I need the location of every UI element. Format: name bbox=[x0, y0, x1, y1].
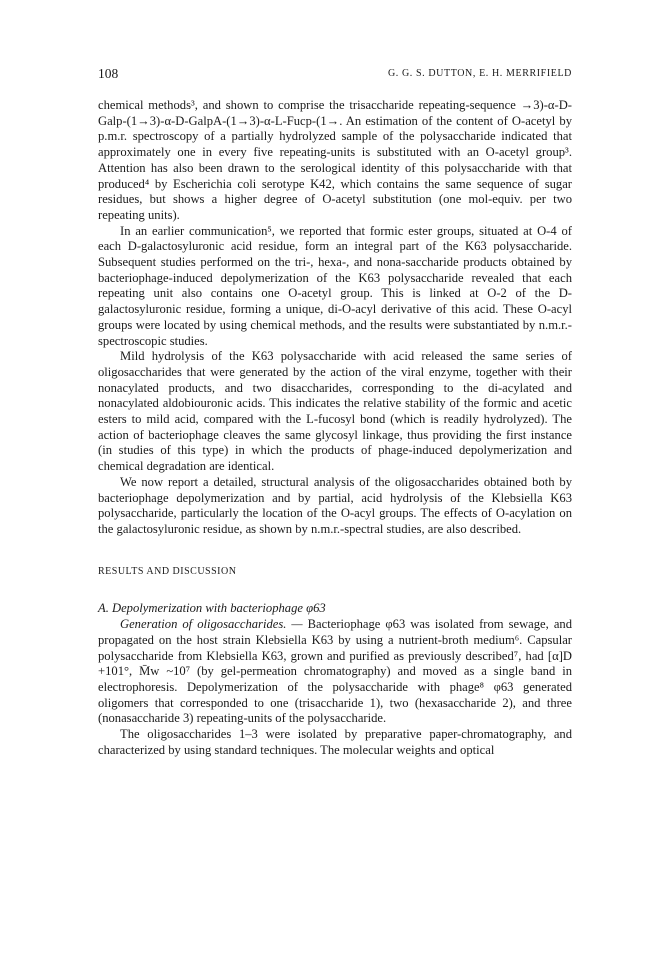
paragraph-6: The oligosaccharides 1–3 were isolated by preparative paper-chromatography, and characterized by using standard techniques. The molecular weights and optical bbox=[98, 727, 572, 757]
paragraph-3: Mild hydrolysis of the K63 polysaccharide with acid released the same series of oligosaccharides that were generated by the action of the viral enzyme, together with their nonacylated products, and two disaccharides, corresponding to the di-acylated and nonacylated aldobiouronic acids. This indicates the relative stability of the formic and acetic esters to mild acid, compared with the L-fucosyl bond (which is readily hydrolyzed). The action of bacteriophage cleaves the same glycosyl linkage, thus providing the first instance (in studies of this type) in which the products of phage-induced depolymerization and chemical degradation are identical. bbox=[98, 349, 572, 474]
section-heading: RESULTS AND DISCUSSION bbox=[98, 565, 237, 577]
inline-heading: Generation of oligosaccharides. — bbox=[120, 617, 303, 632]
running-head: G. G. S. DUTTON, E. H. MERRIFIELD bbox=[387, 68, 572, 79]
article-body bbox=[98, 98, 572, 758]
page-header bbox=[98, 66, 572, 86]
paragraph-4: We now report a detailed, structural analysis of the oligosaccharides obtained both by bacteriophage depolymerization and by partial, acid hydrolysis of the Klebsiella K63 polysaccharide, particularly the location of the O-acyl groups. The effects of O-acylation on the galactosyluronic residue, as shown by n.m.r.-spectral studies, are also described. bbox=[98, 474, 572, 536]
page-number: 108 bbox=[98, 66, 119, 81]
paragraph-1: chemical methods³, and shown to comprise the trisaccharide repeating-sequence →3)-α-D-Galp-(1→3)-α-D-GalpA-(1→3)-α-L-Fucp-(1→. An estimation of the content of O-acetyl by p.m.r. spectroscopy of a partially hydrolyzed sample of the polysaccharide indicated that approximately one in every five repeating-units is substituted with an O-acetyl group³. Attention has also been drawn to the serological identity of this polysaccharide with that produced⁴ by Escherichia coli serotype K42, which contains the same sequence of sugar residues, but shows a higher degree of O-acetyl substitution (one mol-equiv. per two repeating units). bbox=[98, 98, 572, 222]
paragraph-5 bbox=[98, 617, 572, 727]
subsection-heading: A. Depolymerization with bacteriophage φ63 bbox=[98, 601, 326, 616]
paragraph-5-text: Bacteriophage φ63 was isolated from sewage, and propagated on the host strain Klebsiella K63 by using a nutrient-broth medium⁶. Capsular polysaccharide from Klebsiella K63, grown and purified as previously described⁷, had [α]D +101°, M̄w ~10⁷ (by gel-permeation chromatography) and moved as a single band in electrophoresis. Depolymerization of the polysaccharide with phage⁸ φ63 generated oligomers that corresponded to one (trisaccharide 1), two (hexasaccharide 2), and three (nonasaccharide 3) repeating-units of the polysaccharide. bbox=[98, 617, 572, 726]
paragraph-2: In an earlier communication⁵, we reported that formic ester groups, situated at O-4 of each D-galactosyluronic acid residue, form an integral part of the K63 polysaccharide. Subsequent studies performed on the tri-, hexa-, and nona-saccharide products obtained by bacteriophage-induced depolymerization of the K63 polysaccharide revealed that each repeating unit also contains one O-acetyl group. This is linked at O-2 of the D-galactosyluronic residue, forming a unique, di-O-acyl derivative of this acid. These O-acyl groups were located by using chemical methods, and the results were substantiated by n.m.r.-spectroscopic studies. bbox=[98, 223, 572, 348]
